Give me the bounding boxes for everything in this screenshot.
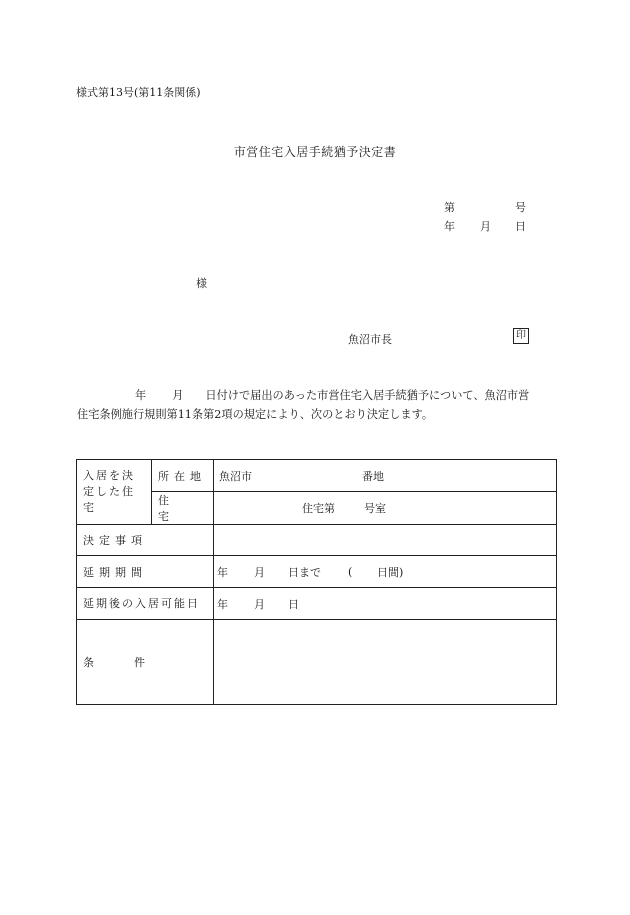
after-year: 年 <box>217 597 228 611</box>
table-row-decision <box>77 525 557 556</box>
location-label: 所在地 <box>152 460 214 492</box>
conditions-label <box>77 620 214 705</box>
extension-value[interactable] <box>214 556 557 588</box>
ext-days: 日間) <box>377 565 404 579</box>
after-value[interactable] <box>214 588 557 620</box>
decision-table <box>76 459 557 705</box>
ext-until: 日まで <box>288 565 321 579</box>
date-month: 月 <box>480 220 491 233</box>
housing-dai: 住宅第 <box>302 502 335 515</box>
body-line-1 <box>77 386 555 405</box>
date-day: 日 <box>515 220 526 233</box>
decision-value[interactable] <box>214 525 557 556</box>
ext-paren-open: ( <box>348 565 353 578</box>
body-month: 月 <box>172 389 184 402</box>
conditions-char-2: 件 <box>134 656 145 669</box>
extension-label: 延期期間 <box>77 556 214 588</box>
date-year: 年 <box>444 220 455 233</box>
body-line-2: 住宅条例施行規則第11条第2項の規定により、次のとおり決定します。 <box>77 408 434 421</box>
housing-value[interactable] <box>214 492 557 525</box>
seal-mark: 印 <box>513 328 529 344</box>
decision-label: 決定事項 <box>77 525 214 556</box>
body-paragraph <box>77 386 555 424</box>
housing-room: 号室 <box>364 502 386 515</box>
table-row-conditions <box>77 620 557 705</box>
table-row-location <box>77 460 557 492</box>
after-day: 日 <box>288 597 299 611</box>
number-suffix: 号 <box>515 201 526 214</box>
conditions-char-1: 条 <box>83 656 94 669</box>
housing-label: 住宅 <box>152 492 214 525</box>
addressee-honorific: 様 <box>196 277 207 290</box>
issuer-name: 魚沼市長 <box>348 333 392 346</box>
after-month: 月 <box>254 597 265 611</box>
location-value[interactable] <box>214 460 557 492</box>
location-city: 魚沼市 <box>219 469 252 483</box>
body-year: 年 <box>135 389 147 402</box>
table-row-extension <box>77 556 557 588</box>
body-line-1-text: 日付けで届出のあった市営住宅入居手続猶予について、魚沼市営 <box>205 389 530 402</box>
location-banchi: 番地 <box>362 469 384 483</box>
document-title: 市営住宅入居手続猶予決定書 <box>233 145 397 159</box>
form-number: 様式第13号(第11条関係) <box>76 86 201 99</box>
ext-month: 月 <box>254 565 265 579</box>
number-prefix: 第 <box>444 201 455 214</box>
ext-year: 年 <box>217 565 228 579</box>
conditions-value[interactable] <box>214 620 557 705</box>
after-label: 延期後の入居可能日 <box>77 588 214 620</box>
table-row-after <box>77 588 557 620</box>
decided-housing-label: 入居を決定した住宅 <box>77 460 152 525</box>
